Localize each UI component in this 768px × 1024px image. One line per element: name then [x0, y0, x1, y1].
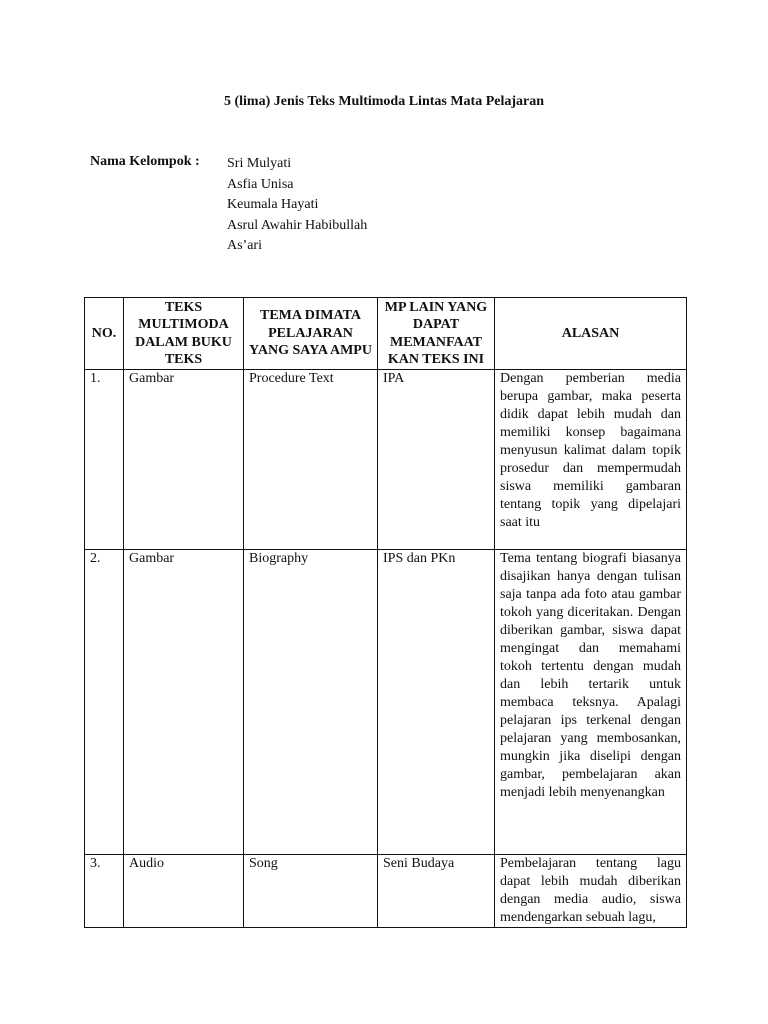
- cell-alasan: Pembelajaran tentang lagu dapat lebih mudah diberikan dengan media audio, siswa mendengarkan sebuah lagu,: [495, 855, 687, 928]
- cell-tema: Procedure Text: [244, 370, 378, 550]
- header-alasan: ALASAN: [495, 298, 687, 370]
- table-row: [85, 370, 687, 550]
- cell-mp: Seni Budaya: [378, 855, 495, 928]
- header-tema: TEMA DIMATA PELAJARAN YANG SAYA AMPU: [244, 298, 378, 370]
- header-no: NO.: [85, 298, 124, 370]
- table-row: [85, 855, 687, 928]
- cell-no: 3.: [85, 855, 124, 928]
- member-name: Asrul Awahir Habibullah: [227, 217, 368, 233]
- header-mp: MP LAIN YANG DAPAT MEMANFAAT KAN TEKS INI: [378, 298, 495, 370]
- member-name: As’ari: [227, 238, 262, 253]
- cell-teks: Gambar: [124, 370, 244, 550]
- member-name: Keumala Hayati: [227, 197, 319, 212]
- member-name: Sri Mulyati: [227, 156, 292, 171]
- cell-tema: Song: [244, 855, 378, 928]
- table-row: [85, 550, 687, 855]
- cell-teks: Audio: [124, 855, 244, 928]
- document-title: 5 (lima) Jenis Teks Multimoda Lintas Mata Pelajaran: [223, 94, 545, 109]
- cell-mp: IPS dan PKn: [378, 550, 495, 855]
- member-list: [227, 154, 367, 257]
- header-teks: TEKS MULTIMODA DALAM BUKU TEKS: [124, 298, 244, 370]
- cell-alasan: Dengan pemberian media berupa gambar, maka peserta didik dapat lebih mudah dan memiliki konsep bagaimana menyusun kalimat dalam topik prosedur dan mempermudah siswa memiliki gambaran tentang topik yang dipelajari saat itu: [495, 370, 687, 550]
- multimoda-table: [84, 297, 687, 928]
- table-header-row: [85, 298, 687, 370]
- cell-no: 2.: [85, 550, 124, 855]
- cell-teks: Gambar: [124, 550, 244, 855]
- cell-tema: Biography: [244, 550, 378, 855]
- cell-alasan: Tema tentang biografi biasanya disajikan hanya dengan tulisan saja tanpa ada foto atau gambar tokoh yang diceritakan. Dengan diberikan gambar, siswa dapat mengingat dan memahami tokoh tertentu dengan mudah dan lebih tertarik untuk membaca teksnya. Apalagi pelajaran ips terkenal dengan pelajaran yang membosankan, mungkin jika diselipi dengan gambar, pembelajaran akan menjadi lebih menyenangkan: [495, 550, 687, 855]
- member-name: Asfia Unisa: [227, 176, 294, 192]
- group-label: Nama Kelompok :: [90, 154, 200, 169]
- cell-no: 1.: [85, 370, 124, 550]
- cell-mp: IPA: [378, 370, 495, 550]
